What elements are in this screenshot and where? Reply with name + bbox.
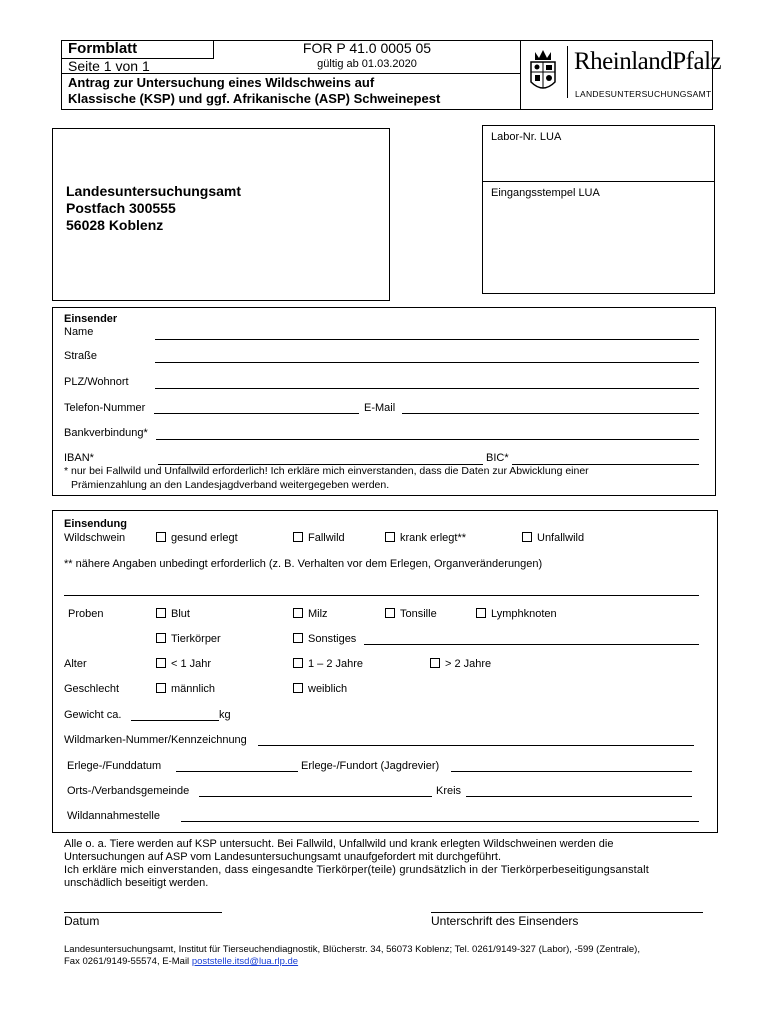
sender-plz-field[interactable] [155,388,699,389]
gemeinde-label: Orts-/Verbandsgemeinde [67,785,190,797]
fax-text: Fax 0261/9149-55574, E-Mail [64,956,192,967]
gemeinde-field[interactable] [199,796,432,797]
sender-street-label: Straße [64,350,98,362]
checkbox-krank-erlegt[interactable]: krank erlegt** [385,532,466,544]
sender-heading: Einsender [64,313,118,325]
date-label: Datum [64,914,100,928]
checkbox-icon [293,633,303,643]
form-code: FOR P 41.0 0005 05 [302,40,432,56]
sender-bank-field[interactable] [156,439,699,440]
checkbox-maennlich[interactable]: männlich [156,683,215,695]
checkbox-icon [385,532,395,542]
header-divider-v2 [520,40,521,110]
checkbox-gesund-erlegt[interactable]: gesund erlegt [156,532,238,544]
checkbox-icon [293,658,303,668]
page-count: Seite 1 von 1 [68,58,150,74]
kreis-field[interactable] [466,796,692,797]
footer-paragraph-line3: Ich erkläre mich einverstanden, dass eingesandte Tierkörper(teile) grundsätzlich in der Tierkörperbeseitigungsanstalt [64,864,649,876]
checkbox-icon [156,658,166,668]
wildannahmestelle-label: Wildannahmestelle [67,810,160,822]
sender-street-field[interactable] [155,362,699,363]
sender-bic-label: BIC* [486,452,509,464]
funddatum-field[interactable] [176,771,298,772]
footer-paragraph-line2: Untersuchungen auf ASP vom Landesuntersuchungsamt unaufgefordert mit durchgeführt. [64,851,502,863]
shipment-note: ** nähere Angaben unbedingt erforderlich (z. B. Verhalten vor dem Erlegen, Organveränderungen) [64,558,543,570]
shipment-note-field[interactable] [64,595,699,596]
email-link[interactable]: poststelle.itsd@lua.rlp.de [191,956,299,967]
kreis-label: Kreis [436,785,462,797]
funddatum-label: Erlege-/Funddatum [67,760,162,772]
checkbox-icon [156,608,166,618]
signature-label: Unterschrift des Einsenders [431,914,579,928]
checkbox-fallwild[interactable]: Fallwild [293,532,345,544]
valid-date: gültig ab 01.03.2020 [317,58,417,70]
checkbox-icon [156,633,166,643]
coat-of-arms-icon [527,48,559,98]
shipment-heading: Einsendung [64,518,127,530]
checkbox-unfallwild[interactable]: Unfallwild [522,532,584,544]
logo-divider [567,46,568,98]
alter-label: Alter [64,658,87,670]
wildmarken-label: Wildmarken-Nummer/Kennzeichnung [64,734,247,746]
wildannahmestelle-field[interactable] [181,821,699,822]
sender-email-field[interactable] [402,413,699,414]
sender-email-label: E-Mail [364,402,396,414]
checkbox-tierkoerper[interactable]: Tierkörper [156,633,221,645]
checkbox-sonstiges[interactable]: Sonstiges [293,633,356,645]
wildschwein-label: Wildschwein [64,532,126,544]
checkbox-icon [156,683,166,693]
fundort-field[interactable] [451,771,692,772]
checkbox-age-1-2[interactable]: 1 – 2 Jahre [293,658,363,670]
geschlecht-label: Geschlecht [64,683,120,695]
sender-phone-label: Telefon-Nummer [64,402,146,414]
signature-line[interactable] [431,912,703,913]
footer-address-line2 [64,956,298,967]
checkbox-tonsille[interactable]: Tonsille [385,608,437,620]
sender-bank-label: Bankverbindung* [64,427,148,439]
sender-note-line1: * nur bei Fallwild und Unfallwild erforderlich! Ich erkläre mich einverstanden, dass die Daten zur Abwicklung einer [64,465,589,477]
sender-iban-label: IBAN* [64,452,94,464]
sender-note-line2: Prämienzahlung an den Landesjagdverband weitergegeben werden. [71,479,390,491]
form-title-line2: Klassische (KSP) und ggf. Afrikanische (ASP) Schweinepest [68,91,441,106]
checkbox-blut[interactable]: Blut [156,608,190,620]
checkbox-icon [476,608,486,618]
checkbox-milz[interactable]: Milz [293,608,328,620]
stamp-label: Eingangsstempel LUA [491,187,600,199]
checkbox-icon [385,608,395,618]
kg-unit: kg [219,709,231,721]
checkbox-icon [293,683,303,693]
gewicht-label: Gewicht ca. [64,709,122,721]
wildmarken-field[interactable] [258,745,694,746]
address-line3: 56028 Koblenz [66,217,164,233]
logo-text: RheinlandPfalz [574,48,722,75]
sonstiges-field[interactable] [364,644,699,645]
sender-plz-label: PLZ/Wohnort [64,376,129,388]
checkbox-icon [156,532,166,542]
lab-number-label: Labor-Nr. LUA [491,131,562,143]
checkbox-icon [522,532,532,542]
formblatt-label: Formblatt [68,40,138,57]
checkbox-age-under-1[interactable]: < 1 Jahr [156,658,211,670]
checkbox-lymphknoten[interactable]: Lymphknoten [476,608,557,620]
sender-name-field[interactable] [155,339,699,340]
date-signature-line[interactable] [64,912,222,913]
checkbox-icon [293,532,303,542]
address-line1: Landesuntersuchungsamt [66,183,242,199]
checkbox-weiblich[interactable]: weiblich [293,683,347,695]
checkbox-icon [293,608,303,618]
fundort-label: Erlege-/Fundort (Jagdrevier) [301,760,440,772]
footer-address-line1: Landesuntersuchungsamt, Institut für Tierseuchendiagnostik, Blücherstr. 34, 56073 Koblenz; Tel. 0261/9149-327 (Labor), -599 (Zentrale), [64,944,640,955]
checkbox-age-over-2[interactable]: > 2 Jahre [430,658,491,670]
form-title-line1: Antrag zur Untersuchung eines Wildschweins auf [68,75,375,90]
footer-paragraph-line1: Alle o. a. Tiere werden auf KSP untersucht. Bei Fallwild, Unfallwild und krank erlegten Wildschweinen werden die [64,838,614,850]
checkbox-icon [430,658,440,668]
sender-phone-field[interactable] [154,413,359,414]
proben-label: Proben [68,608,104,620]
footer-paragraph-line4: unschädlich beseitigt werden. [64,877,209,889]
logo-subtitle: LANDESUNTERSUCHUNGSAMT [575,89,712,99]
sender-name-label: Name [64,326,94,338]
gewicht-field[interactable] [131,720,219,721]
address-line2: Postfach 300555 [66,200,176,216]
